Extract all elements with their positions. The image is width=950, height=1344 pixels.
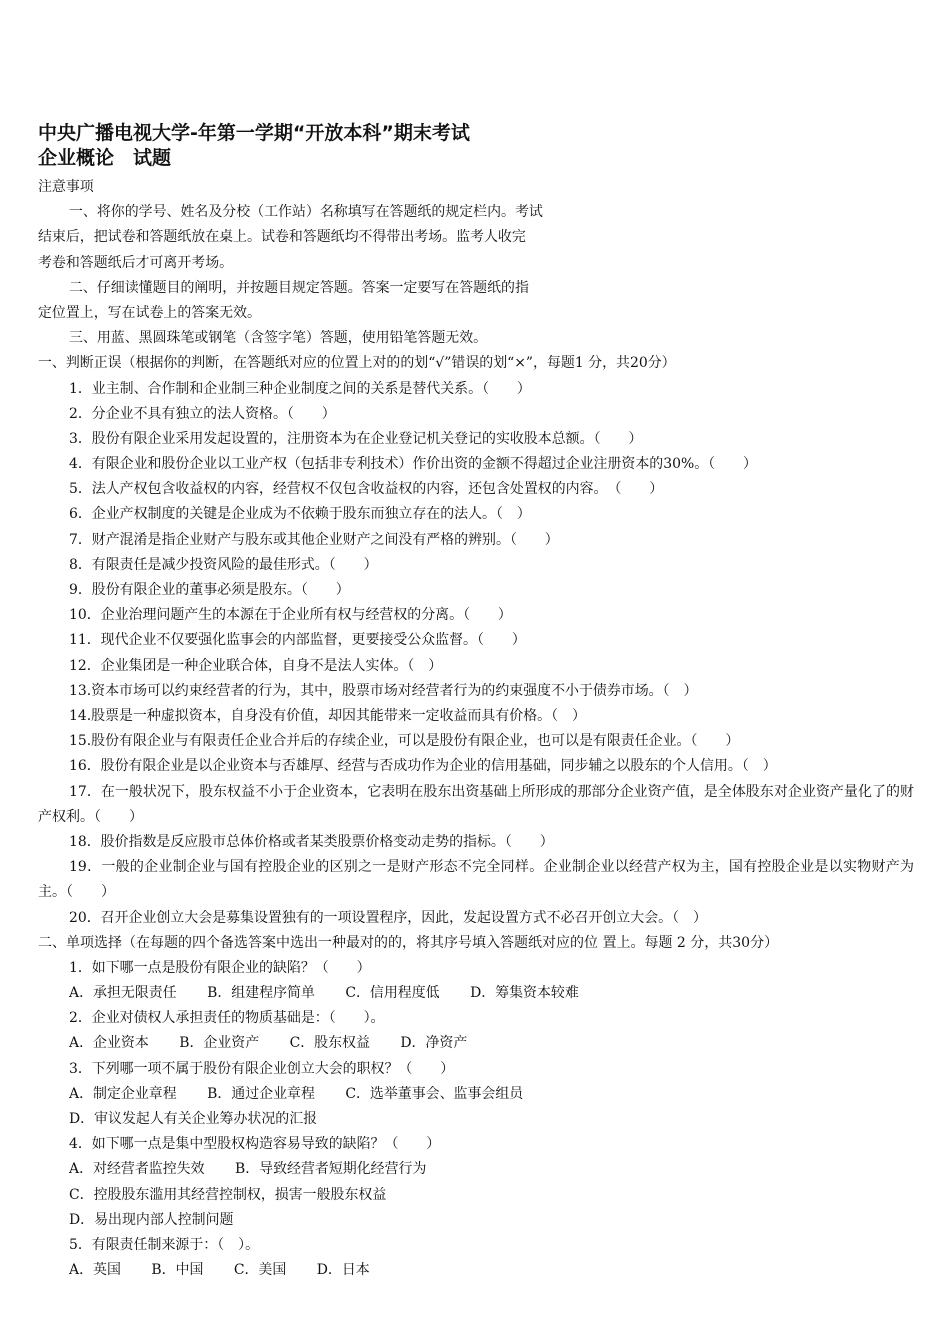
mc-option: B．通过企业章程 [207,1085,315,1102]
mc-option: B．中国 [151,1262,204,1279]
tf-question: 14.股票是一种虚拟资本，自身没有价值，却因其能带来一定收益而具有价格。（ ） [69,707,586,724]
mc-option: B．企业资产 [179,1035,260,1052]
tf-question: 7．财产混淆是指企业财产与股东或其他企业财产之间没有严格的辨别。（ ） [69,531,559,548]
mc-option: D．日本 [316,1262,370,1279]
mc-question: 2．企业对债权人承担责任的物质基础是：（ ）。 [69,1010,385,1027]
notice-line: 一、将你的学号、姓名及分校（工作站）名称填写在答题纸的规定栏内。考试 [69,204,543,221]
mc-option: D．净资产 [400,1035,468,1052]
mc-options [38,1082,918,1107]
exam-subject-title: 企业概论 试题 [38,147,172,169]
section2-heading: 二、单项选择（在每题的四个备选答案中选出一种最对的的，将其序号填入答题纸对应的位 置上。每题 2 分，共30分） [38,934,779,951]
mc-option: C．选举董事会、监事会组员 [345,1085,524,1102]
tf-question: 4．有限企业和股份企业以工业产权（包括非专利技术）作价出资的金额不得超过企业注册资本的30%。（ ） [69,456,757,473]
tf-question: 15.股份有限企业与有限责任企业合并后的存续企业，可以是股份有限企业，也可以是有限责任企业。（ ） [69,733,740,750]
mc-option: D．筹集资本较难 [470,985,579,1002]
mc-option: C．控股股东滥用其经营控制权，损害一般股东权益 [69,1186,387,1203]
tf-question: 1．业主制、合作制和企业制三种企业制度之间的关系是替代关系。（ ） [69,380,531,397]
mc-options [38,1157,918,1182]
tf-question: 20．召开企业创立大会是募集设置独有的一项设置程序，因此，发起设置方式不必召开创立大会。（ ） [69,909,707,926]
tf-question: 13.资本市场可以约束经营者的行为，其中，股票市场对经营者行为的约束强度不小于债券市场。（ ） [69,682,698,699]
mc-options [38,1258,918,1283]
tf-question: 19．一般的企业制企业与国有控股企业的区别之一是财产形态不完全同样。企业制企业以经营产权为主，国有控股企业是以实物财产为主。（ ） [38,859,914,901]
tf-question: 3．股份有限企业采用发起设置的，注册资本为在企业登记机关登记的实收股本总额。（ ） [69,430,643,447]
mc-question: 3．下列哪一项不属于股份有限企业创立大会的职权？（ ） [69,1060,455,1077]
tf-question: 9．股份有限企业的董事必须是股东。（ ） [69,582,350,598]
tf-question: 8．有限责任是减少投资风险的最佳形式。（ ） [69,556,378,573]
notice-line: 定位置上，写在试卷上的答案无效。 [38,304,261,321]
tf-question: 18．股价指数是反应股市总体价格或者某类股票价格变动走势的指标。（ ） [69,833,554,850]
tf-question: 5．法人产权包含收益权的内容，经营权不仅包含收益权的内容，还包含处置权的内容。 （ ） [69,481,664,498]
section1-heading: 一、判断正误（根据你的判断，在答题纸对应的位置上对的的划“√”错误的划“×”，每题1 分，共20分） [38,355,676,372]
notice-line: 考卷和答题纸后才可离开考场。 [38,254,234,271]
mc-option: C．股东权益 [289,1035,370,1052]
mc-option: A．企业资本 [69,1035,149,1052]
notice-heading: 注意事项 [38,179,94,195]
mc-option: A．英国 [69,1262,121,1279]
notice-line: 结束后，把试卷和答题纸放在桌上。试卷和答题纸均不得带出考场。监考人收完 [38,229,526,246]
mc-option: A．对经营者监控失效 [69,1161,205,1178]
tf-question: 10．企业治理问题产生的本源在于企业所有权与经营权的分离。（ ） [69,607,512,624]
mc-option: B．组建程序简单 [207,985,315,1002]
tf-question: 6．企业产权制度的关键是企业成为不依赖于股东而独立存在的法人。（ ） [69,506,531,523]
notice-line: 三、用蓝、黑圆珠笔或钢笔（含签字笔）答题，使用铅笔答题无效。 [69,330,488,347]
exam-body [38,175,918,1283]
mc-option: C．美国 [233,1262,287,1279]
tf-question: 17．在一般状况下，股东权益不小于企业资本，它表明在股东出资基础上所形成的那部分企业资产值，是全体股东对企业资产量化了的财产权利。（ ） [38,783,914,825]
mc-option: D．审议发起人有关企业筹办状况的汇报 [69,1111,318,1128]
mc-option: B．导致经营者短期化经营行为 [234,1161,427,1178]
mc-option: A．承担无限责任 [69,985,177,1002]
tf-question: 16．股份有限企业是以企业资本与否雄厚、经营与否成功作为企业的信用基础，同步辅之以股东的个人信用。（ ） [69,758,777,775]
mc-options [38,1031,918,1056]
tf-question: 12．企业集团是一种企业联合体，自身不是法人实体。（ ） [69,657,443,674]
mc-question: 5．有限责任制来源于：（ ）。 [69,1236,260,1253]
notice-line: 二、仔细读懂题目的阐明，并按题目规定答题。答案一定要写在答题纸的指 [69,279,529,296]
exam-title: 中央广播电视大学-年第一学期“开放本科”期末考试 [38,122,470,144]
tf-question: 2．分企业不具有独立的法人资格。（ ） [69,405,336,422]
mc-question: 4．如下哪一点是集中型股权构造容易导致的缺陷？（ ） [69,1136,441,1153]
mc-option: D．易出现内部人控制问题 [69,1211,234,1228]
mc-option: C．信用程度低 [345,985,440,1002]
tf-question: 11．现代企业不仅要强化监事会的内部监督，更要接受公众监督。（ ） [69,632,526,649]
mc-options [38,981,918,1006]
mc-option: A．制定企业章程 [69,1085,177,1102]
mc-question: 1．如下哪一点是股份有限企业的缺陷？（ ） [69,959,371,976]
